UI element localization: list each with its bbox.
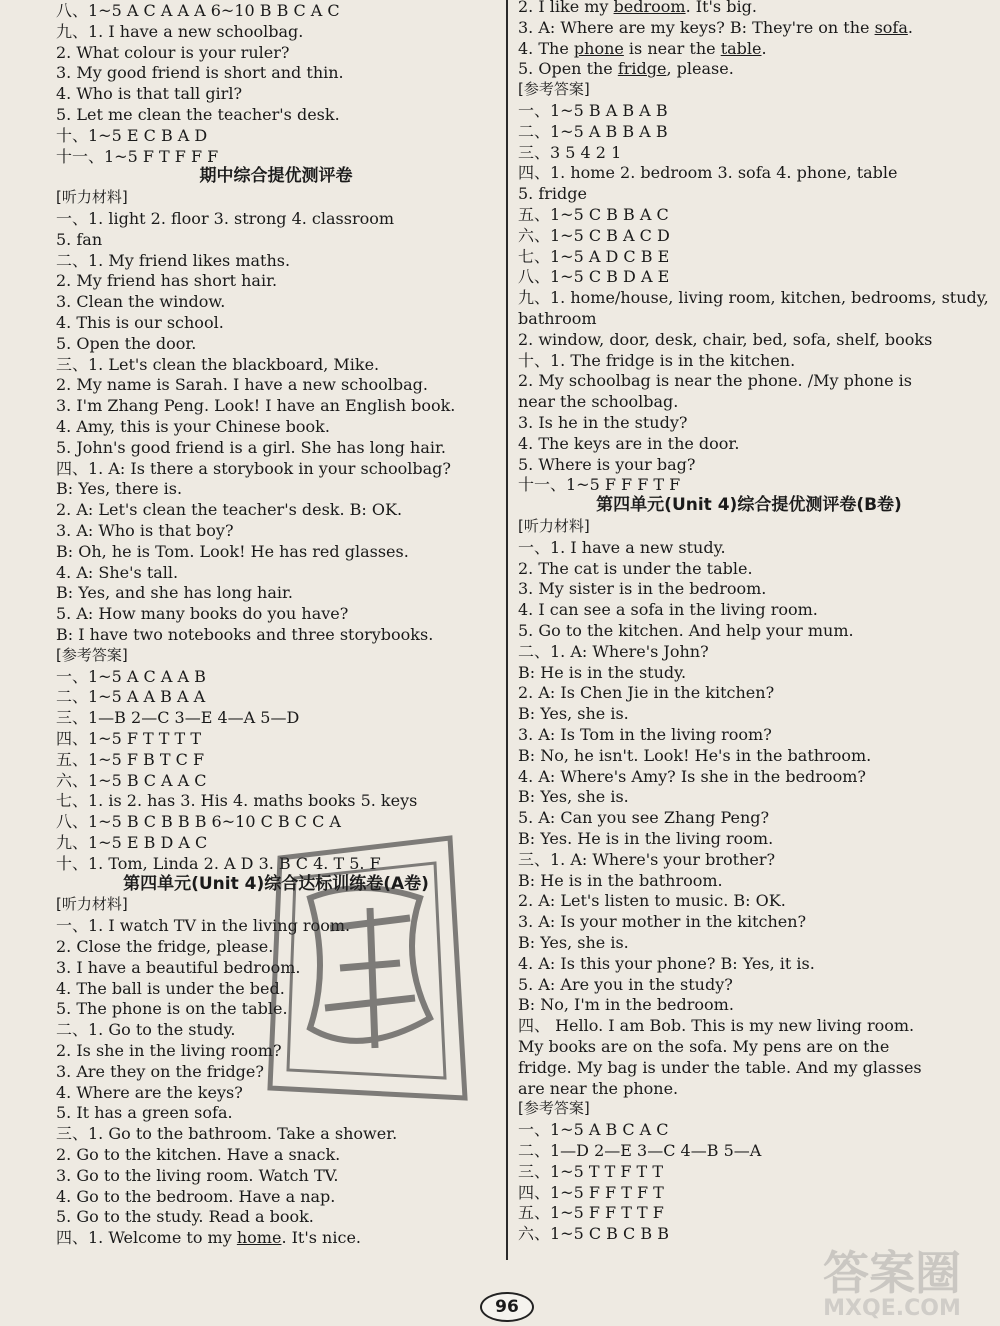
- text-line: [518, 786, 629, 807]
- line-text: 5. fridge: [518, 184, 587, 204]
- line-text: 3. A: Is your mother in the kitchen?: [518, 912, 807, 932]
- line-text: 5. A: How many books do you have?: [56, 604, 349, 624]
- text-line: [518, 537, 726, 558]
- text-line: [56, 707, 299, 728]
- line-text: 4. A: She's tall.: [56, 562, 179, 582]
- line-text: 2. A: Let's listen to music. B: OK.: [518, 891, 786, 911]
- text-line: [56, 811, 341, 832]
- line-text: 4. A: Is this your phone? B: Yes, it is.: [518, 953, 815, 973]
- line-text: 十、1~5 E C B A D: [56, 125, 208, 145]
- section-label: [56, 645, 128, 666]
- line-text: 一、1. I have a new study.: [518, 537, 726, 557]
- text-line: [56, 728, 201, 749]
- text-line: [518, 1161, 663, 1182]
- line-text-tail: .: [761, 38, 767, 58]
- text-line: [518, 142, 621, 163]
- line-text: 5. fan: [56, 229, 103, 249]
- text-line: [518, 17, 913, 38]
- text-line: [518, 1182, 664, 1203]
- line-text: 5. Go to the study. Read a book.: [56, 1207, 314, 1227]
- text-line: [56, 270, 277, 291]
- text-line: [56, 1061, 264, 1082]
- line-text: 5. It has a green sofa.: [56, 1103, 233, 1123]
- text-line: [518, 225, 670, 246]
- text-line: [56, 1165, 338, 1186]
- text-line: [518, 1202, 664, 1223]
- line-text: 六、1~5 B C A A C: [56, 770, 207, 790]
- text-line: [518, 58, 734, 79]
- text-line: [56, 62, 344, 83]
- text-line: [518, 433, 739, 454]
- text-line: [518, 766, 866, 787]
- line-text: 三、3 5 4 2 1: [518, 142, 622, 162]
- text-line: [56, 832, 207, 853]
- text-line: [56, 208, 394, 229]
- text-line: [56, 1123, 397, 1144]
- text-line: [56, 1019, 235, 1040]
- line-text: 四、1. A: Is there a storybook in your schoolbag?: [56, 458, 451, 478]
- text-line: [56, 354, 379, 375]
- text-line: [56, 582, 293, 603]
- line-text: 4. The: [518, 38, 574, 58]
- text-line: [56, 915, 350, 936]
- line-text: 3. Clean the window.: [56, 292, 226, 312]
- text-line: [56, 1144, 340, 1165]
- text-line: [518, 620, 854, 641]
- section-heading: [56, 874, 496, 895]
- text-line: [56, 562, 178, 583]
- section-heading: [56, 166, 496, 187]
- line-text: 5. The phone is on the table.: [56, 999, 288, 1019]
- line-text: 4. The keys are in the door.: [518, 433, 740, 453]
- text-line: [56, 229, 102, 250]
- line-text: 九、1. home/house, living room, kitchen, bedrooms, study,: [518, 288, 989, 308]
- underlined-answer: phone: [573, 38, 624, 58]
- line-text: 一、1~5 A C A A B: [56, 666, 206, 686]
- section-label: [56, 894, 128, 915]
- line-text: 第四单元(Unit 4)综合达标训练卷(A卷): [123, 873, 429, 894]
- line-text: B: Yes, she is.: [518, 787, 629, 807]
- line-text: 5. A: Are you in the study?: [518, 974, 733, 994]
- section-heading: [518, 495, 980, 516]
- text-line: [518, 350, 795, 371]
- section-label: [518, 79, 590, 100]
- text-line: [56, 250, 290, 271]
- text-line: [518, 1057, 922, 1078]
- line-text: 八、1~5 B C B B B 6~10 C B C C A: [56, 812, 341, 832]
- line-text: [参考答案]: [518, 1099, 590, 1118]
- line-text: B: He is in the bathroom.: [518, 870, 723, 890]
- text-line: [56, 1040, 282, 1061]
- line-text: 四、1~5 F T T T T: [56, 729, 201, 748]
- line-text: 5. Let me clean the teacher's desk.: [56, 105, 340, 124]
- line-text: 2. My name is Sarah. I have a new schoolbag.: [56, 375, 428, 395]
- line-text: 4. This is our school.: [56, 313, 224, 332]
- line-text: 四、1. home 2. bedroom 3. sofa 4. phone, table: [518, 163, 898, 183]
- line-text: [听力材料]: [56, 895, 128, 914]
- line-text: [听力材料]: [518, 517, 590, 535]
- line-text: 二、1. A: Where's John?: [518, 641, 709, 661]
- text-line: [56, 1186, 335, 1207]
- line-text: 十一、1~5 F F F T F: [518, 475, 681, 495]
- line-text: 2. A: Is Chen Jie in the kitchen?: [518, 683, 775, 703]
- line-text: 4. Who is that tall girl?: [56, 84, 243, 104]
- line-text: 2. What colour is your ruler?: [56, 42, 290, 62]
- text-line: [56, 0, 340, 21]
- text-line: [518, 724, 772, 745]
- line-text: 3. Is he in the study?: [518, 413, 688, 432]
- line-text: 5. John's good friend is a girl. She has long hair.: [56, 437, 446, 457]
- text-line: [518, 391, 678, 412]
- line-text: 4. Where are the keys?: [56, 1082, 243, 1102]
- text-line: [518, 662, 686, 683]
- line-text: 十一、1~5 F T F F F: [56, 146, 219, 166]
- text-line: [56, 770, 207, 791]
- text-line: [518, 370, 912, 391]
- line-text: [参考答案]: [518, 80, 590, 99]
- text-line: [518, 204, 669, 225]
- text-line: [56, 624, 433, 645]
- text-line: [518, 1140, 761, 1161]
- line-text: 4. Amy, this is your Chinese book.: [56, 417, 330, 436]
- text-line: [56, 291, 225, 312]
- text-line: [518, 308, 597, 329]
- text-line: [56, 499, 402, 520]
- text-line: [56, 853, 381, 874]
- line-text: bathroom: [518, 309, 597, 328]
- line-text-tail: is near the: [623, 38, 721, 58]
- line-text: 一、1~5 B A B A B: [518, 101, 668, 120]
- line-text: 二、1~5 A B B A B: [518, 121, 668, 141]
- line-text: 第四单元(Unit 4)综合提优测评卷(B卷): [596, 495, 902, 516]
- line-text: fridge. My bag is under the table. And my glasses: [518, 1057, 922, 1077]
- text-line: [518, 0, 757, 17]
- line-text: 六、1~5 C B A C D: [518, 225, 670, 245]
- line-text: 七、1~5 A D C B E: [518, 246, 670, 266]
- line-text: 六、1~5 C B C B B: [518, 1224, 669, 1244]
- text-line: [518, 578, 766, 599]
- line-text: 5. Open the: [518, 59, 618, 79]
- line-text: B: He is in the study.: [518, 662, 687, 682]
- text-line: [56, 395, 455, 416]
- watermark-text: 答案圈: [823, 1246, 961, 1300]
- line-text: 五、1~5 F F T T F: [518, 1203, 664, 1223]
- line-text: 八、1~5 A C A A A 6~10 B B C A C: [56, 1, 340, 20]
- line-text: 5. A: Can you see Zhang Peng?: [518, 808, 770, 828]
- line-text: [听力材料]: [56, 188, 128, 207]
- line-text: 2. The cat is under the table.: [518, 558, 753, 578]
- line-text: 二、1. Go to the study.: [56, 1020, 236, 1040]
- line-text: [参考答案]: [56, 645, 128, 664]
- section-label: [56, 187, 128, 208]
- line-text: 3. My sister is in the bedroom.: [518, 579, 767, 599]
- line-text: 一、1~5 A B C A C: [518, 1120, 669, 1140]
- line-text: 三、1—B 2—C 3—E 4—A 5—D: [56, 708, 300, 728]
- line-text: 五、1~5 F B T C F: [56, 749, 205, 769]
- text-line: [56, 666, 206, 687]
- line-text: 4. Go to the bedroom. Have a nap.: [56, 1186, 336, 1206]
- line-text: 2. My friend has short hair.: [56, 271, 278, 291]
- line-text: 三、1. Let's clean the blackboard, Mike.: [56, 354, 380, 374]
- text-line: [518, 329, 932, 350]
- line-text: B: Yes, and she has long hair.: [56, 583, 293, 603]
- line-text: 一、1. light 2. floor 3. strong 4. classroom: [56, 209, 395, 228]
- line-text: 五、1~5 C B B A C: [518, 205, 669, 224]
- text-line: [56, 83, 242, 104]
- line-text: 期中综合提优测评卷: [199, 166, 353, 187]
- line-text-tail: .: [907, 17, 913, 37]
- text-line: [518, 266, 669, 287]
- page-number: 96: [480, 1292, 534, 1322]
- text-line: [56, 686, 205, 707]
- line-text: 5. Open the door.: [56, 333, 197, 353]
- text-line: [518, 162, 898, 183]
- text-line: [518, 849, 775, 870]
- text-line: [56, 42, 289, 63]
- text-line: [56, 790, 417, 811]
- text-line: [56, 1082, 243, 1103]
- text-line: [56, 749, 204, 770]
- text-line: [56, 146, 218, 167]
- text-line: [518, 183, 587, 204]
- text-line: [518, 1119, 669, 1140]
- line-text: 2. My schoolbag is near the phone. /My phone is: [518, 371, 912, 391]
- text-line: [56, 1102, 233, 1123]
- line-text: 四、1. Welcome to my: [56, 1228, 237, 1248]
- line-text: 5. Where is your bag?: [518, 454, 696, 474]
- underlined-answer: fridge: [617, 59, 667, 79]
- text-line: [518, 412, 687, 433]
- text-line: [56, 520, 234, 541]
- text-line: [518, 38, 767, 59]
- line-text: 三、1. Go to the bathroom. Take a shower.: [56, 1124, 398, 1144]
- line-text: 3. I'm Zhang Peng. Look! I have an English book.: [56, 396, 456, 416]
- line-text-tail: , please.: [666, 59, 734, 79]
- text-line: [518, 1078, 678, 1099]
- text-line: [56, 478, 182, 499]
- text-line: [56, 978, 285, 999]
- line-text: B: Yes, she is.: [518, 704, 629, 724]
- line-text: 4. The ball is under the bed.: [56, 978, 285, 998]
- text-line: [56, 125, 207, 146]
- text-line: [56, 333, 196, 354]
- line-text: 3. My good friend is short and thin.: [56, 63, 344, 83]
- text-line: [518, 870, 723, 891]
- line-text: 2. A: Let's clean the teacher's desk. B: OK.: [56, 500, 403, 520]
- text-line: [518, 474, 680, 495]
- line-text: 七、1. is 2. has 3. His 4. maths books 5. keys: [56, 791, 418, 811]
- text-line: [518, 682, 774, 703]
- text-line: [56, 1206, 314, 1227]
- text-line: [518, 703, 629, 724]
- line-text: 2. Is she in the living room?: [56, 1041, 282, 1060]
- line-text: near the schoolbag.: [518, 392, 679, 412]
- text-line: [518, 890, 786, 911]
- line-text-tail: . It's big.: [685, 0, 757, 16]
- line-text: B: I have two notebooks and three storybooks.: [56, 625, 434, 644]
- column-divider: [506, 0, 508, 1260]
- text-line: [518, 121, 668, 142]
- line-text: 九、1. I have a new schoolbag.: [56, 21, 304, 41]
- text-line: [56, 21, 303, 42]
- line-text: 十、1. The fridge is in the kitchen.: [518, 350, 796, 370]
- line-text: 5. Go to the kitchen. And help your mum.: [518, 621, 854, 640]
- line-text: 3. I have a beautiful bedroom.: [56, 957, 301, 977]
- text-line: [518, 1223, 669, 1244]
- text-line: [56, 437, 446, 458]
- line-text: are near the phone.: [518, 1078, 679, 1098]
- line-text: 3. A: Is Tom in the living room?: [518, 725, 772, 744]
- line-text: 八、1~5 C B D A E: [518, 267, 670, 287]
- underlined-answer: home: [236, 1228, 282, 1248]
- line-text: 二、1~5 A A B A A: [56, 687, 206, 707]
- text-line: [518, 641, 709, 662]
- line-text: B: Oh, he is Tom. Look! He has red glasses.: [56, 541, 409, 561]
- text-line: [518, 1015, 914, 1036]
- text-line: [518, 100, 668, 121]
- section-label: [518, 1098, 590, 1119]
- text-line: [518, 911, 806, 932]
- text-line: [56, 998, 288, 1019]
- underlined-answer: bedroom: [613, 0, 686, 16]
- line-text: B: Yes, there is.: [56, 479, 183, 499]
- text-line: [56, 957, 300, 978]
- line-text: 二、1—D 2—E 3—C 4—B 5—A: [518, 1141, 762, 1160]
- text-line: [56, 1227, 361, 1248]
- line-text: B: Yes. He is in the living room.: [518, 829, 774, 848]
- text-line: [518, 599, 818, 620]
- line-text: 四、 Hello. I am Bob. This is my new living room.: [518, 1016, 915, 1036]
- line-text: B: No, I'm in the bedroom.: [518, 995, 734, 1015]
- underlined-answer: table: [720, 38, 762, 58]
- text-line: [518, 745, 871, 766]
- text-line: [56, 312, 224, 333]
- text-line: [56, 936, 273, 957]
- text-line: [56, 458, 451, 479]
- underlined-answer: sofa: [874, 17, 908, 37]
- line-text: 2. Close the fridge, please.: [56, 937, 274, 956]
- text-line: [56, 541, 409, 562]
- line-text: 4. A: Where's Amy? Is she in the bedroom?: [518, 766, 866, 786]
- text-line: [518, 454, 696, 475]
- line-text: 3. A: Where are my keys? B: They're on the: [518, 17, 875, 37]
- text-line: [518, 558, 753, 579]
- text-line: [518, 932, 629, 953]
- text-line: [518, 1036, 889, 1057]
- line-text: 一、1. I watch TV in the living room.: [56, 916, 351, 936]
- line-text: 3. Go to the living room. Watch TV.: [56, 1165, 339, 1185]
- line-text-tail: . It's nice.: [281, 1228, 361, 1248]
- section-label: [518, 516, 590, 537]
- line-text: 三、1~5 T T F T T: [518, 1161, 663, 1181]
- text-line: [518, 828, 773, 849]
- line-text: 2. I like my: [518, 0, 614, 16]
- line-text: 3. A: Who is that boy?: [56, 521, 234, 540]
- line-text: 4. I can see a sofa in the living room.: [518, 600, 818, 620]
- line-text: 十、1. Tom, Linda 2. A D 3. B C 4. T 5. F: [56, 853, 381, 873]
- text-line: [518, 974, 733, 995]
- line-text: B: Yes, she is.: [518, 933, 629, 952]
- text-line: [518, 953, 815, 974]
- page-number-badge: [470, 1288, 540, 1322]
- text-line: [56, 603, 348, 624]
- line-text: 2. Go to the kitchen. Have a snack.: [56, 1145, 341, 1164]
- line-text: 四、1~5 F F T F T: [518, 1182, 664, 1202]
- line-text: My books are on the sofa. My pens are on the: [518, 1037, 890, 1056]
- line-text: 3. Are they on the fridge?: [56, 1061, 264, 1081]
- line-text: 二、1. My friend likes maths.: [56, 250, 291, 270]
- line-text: B: No, he isn't. Look! He's in the bathroom.: [518, 745, 872, 765]
- text-line: [56, 374, 428, 395]
- text-line: [518, 994, 734, 1015]
- line-text: 2. window, door, desk, chair, bed, sofa, shelf, books: [518, 329, 933, 349]
- watermark-url: MXQE.COM: [823, 1296, 961, 1321]
- text-line: [56, 104, 340, 125]
- text-line: [56, 416, 330, 437]
- text-line: [518, 807, 769, 828]
- site-watermark: [792, 1246, 992, 1322]
- line-text: 三、1. A: Where's your brother?: [518, 849, 776, 869]
- text-line: [518, 287, 989, 308]
- line-text: 九、1~5 E B D A C: [56, 833, 208, 852]
- text-line: [518, 246, 669, 267]
